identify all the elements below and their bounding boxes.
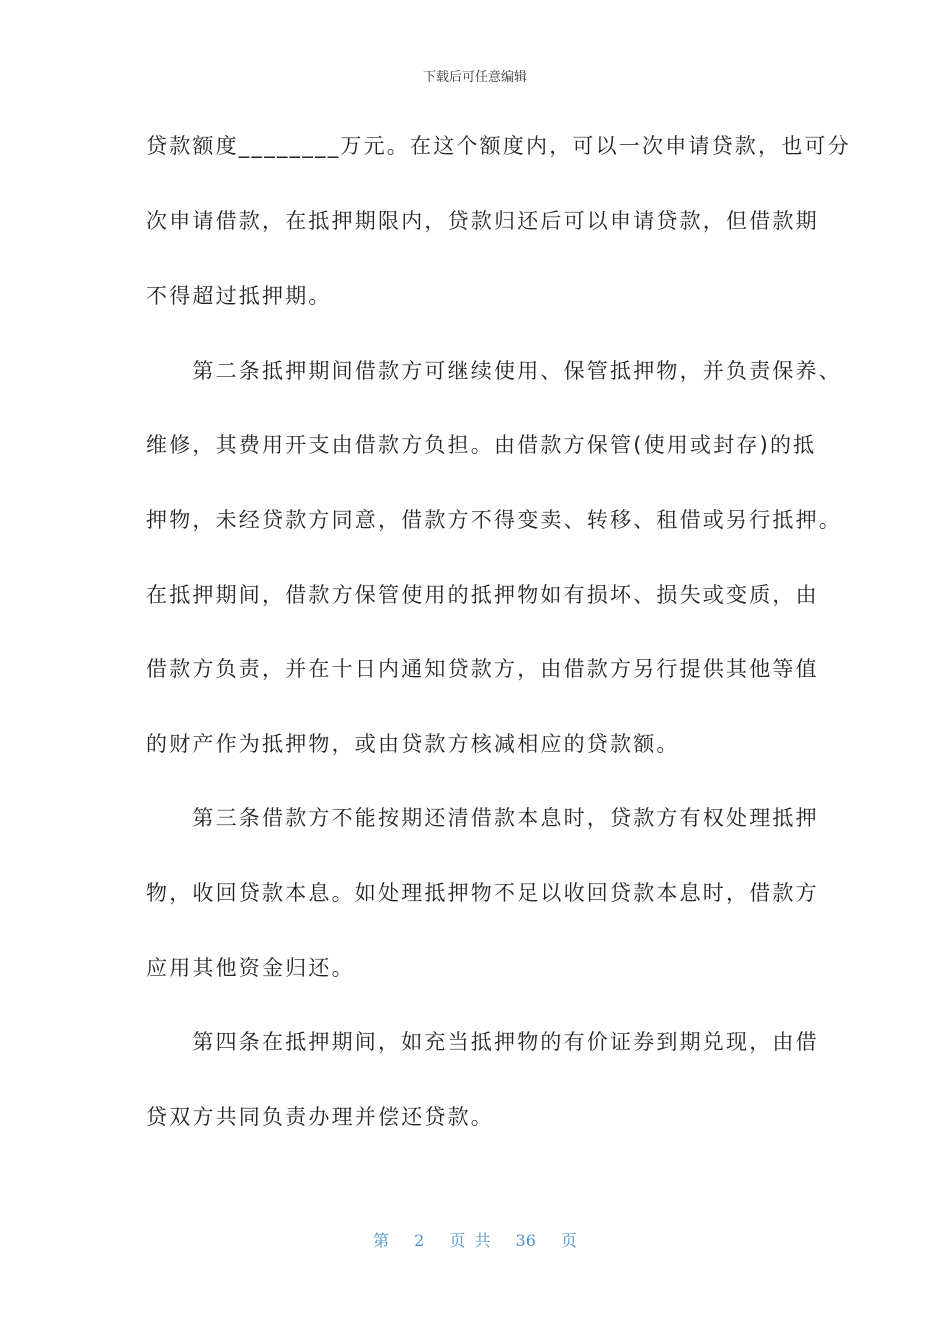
body-line: 贷双方共同负责办理并偿还贷款。 bbox=[146, 1105, 494, 1129]
footer-page-number: 2 bbox=[414, 1231, 425, 1250]
body-line: 的财产作为抵押物，或由贷款方核减相应的贷款额。 bbox=[146, 732, 680, 756]
body-line: 维修，其费用开支由借款方负担。由借款方保管(使用或封存)的抵 bbox=[146, 433, 817, 457]
footer-suffix: 页 bbox=[561, 1231, 578, 1250]
body-line: 次申请借款，在抵押期限内，贷款归还后可以申请贷款，但借款期 bbox=[146, 209, 819, 233]
footer-middle: 页 共 bbox=[449, 1231, 491, 1250]
body-line: 第二条抵押期间借款方可继续使用、保管抵押物，并负责保养、 bbox=[146, 359, 842, 383]
body-line: 物，收回贷款本息。如处理抵押物不足以收回贷款本息时，借款方 bbox=[146, 881, 819, 905]
footer-total-pages: 36 bbox=[515, 1231, 536, 1250]
body-line: 不得超过抵押期。 bbox=[146, 284, 332, 308]
page-footer bbox=[0, 1228, 950, 1251]
page-header: 下载后可任意编辑 bbox=[422, 70, 527, 85]
body-line: 押物，未经贷款方同意，借款方不得变卖、转移、租借或另行抵押。 bbox=[146, 508, 842, 532]
body-line: 应用其他资金归还。 bbox=[146, 956, 355, 980]
body-line: 第四条在抵押期间，如充当抵押物的有价证券到期兑现，由借 bbox=[146, 1030, 819, 1054]
body-line: 借款方负责，并在十日内通知贷款方，由借款方另行提供其他等值 bbox=[146, 657, 819, 681]
body-line: 贷款额度________万元。在这个额度内，可以一次申请贷款，也可分 bbox=[146, 134, 851, 158]
footer-prefix: 第 bbox=[372, 1231, 389, 1250]
body-line: 第三条借款方不能按期还清借款本息时，贷款方有权处理抵押 bbox=[146, 806, 819, 830]
body-line: 在抵押期间，借款方保管使用的抵押物如有损坏、损失或变质，由 bbox=[146, 583, 819, 607]
